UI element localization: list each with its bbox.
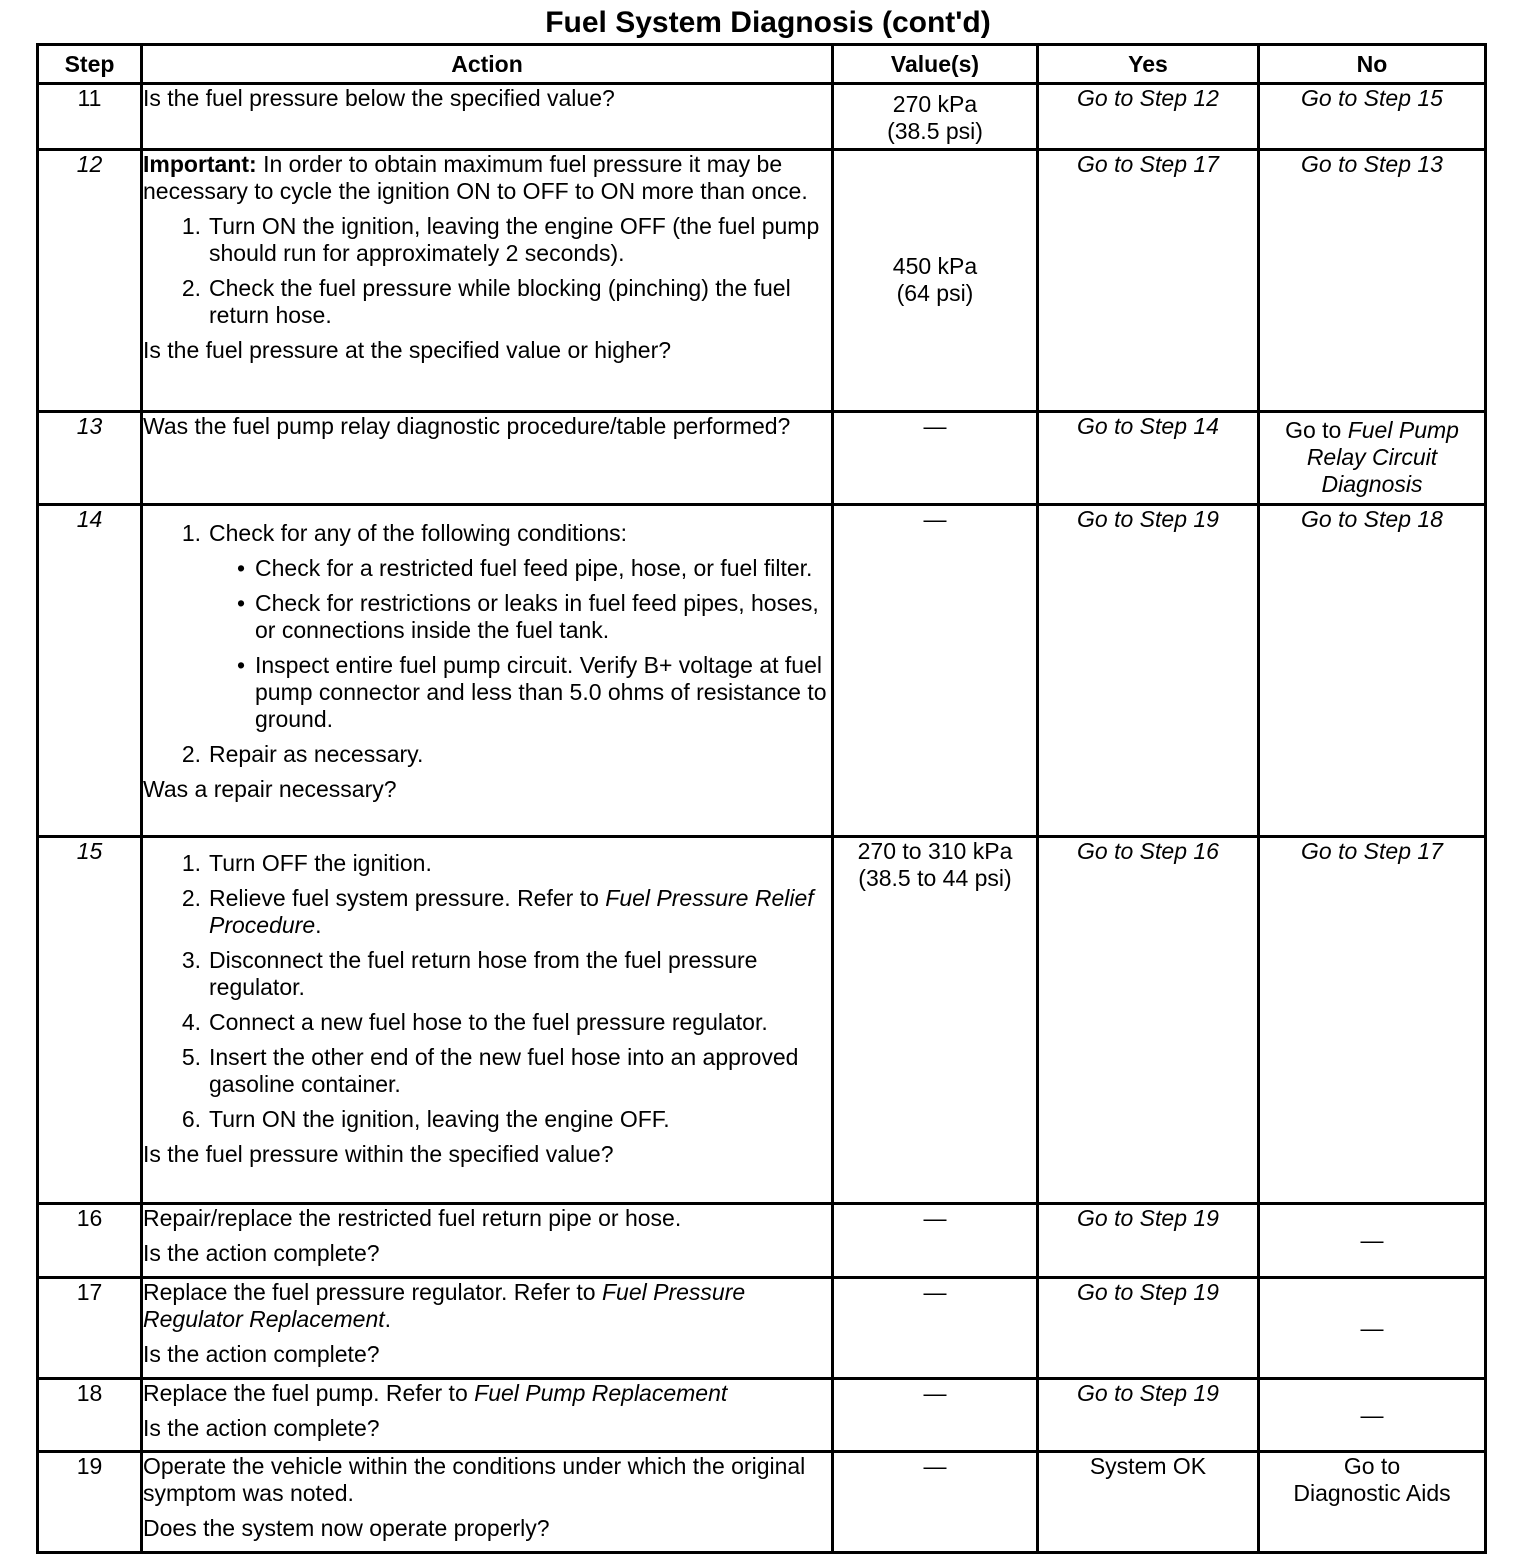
value-cell: —: [833, 412, 1038, 505]
step-list: [143, 520, 831, 768]
list-text: Check the fuel pressure while blocking (pinching) the fuel return hose.: [209, 275, 791, 328]
no-cell: Go to Step 18: [1259, 505, 1486, 837]
list-number: 3.: [181, 947, 201, 973]
table-row: [38, 412, 1486, 505]
step-number: 12: [38, 150, 142, 412]
action-question: Is the action complete?: [143, 1341, 380, 1367]
page-title: Fuel System Diagnosis (cont'd): [545, 6, 991, 39]
procedure-link[interactable]: Fuel Pump Replacement: [474, 1380, 728, 1406]
action-question: Does the system now operate properly?: [143, 1515, 550, 1541]
list-text-main: Relieve fuel system pressure. Refer to: [209, 885, 606, 911]
value-line: (64 psi): [896, 280, 974, 306]
value-cell: —: [833, 1452, 1038, 1553]
no-cell: —: [1259, 1204, 1486, 1278]
no-line: Go to: [1343, 1453, 1401, 1479]
important-note: [143, 151, 831, 205]
bullet-text: Inspect entire fuel pump circuit. Verify B+ voltage at fuel pump connector and less than 5.0 ohms of resistance to ground.: [255, 652, 827, 732]
action-cell: [142, 837, 833, 1204]
procedure-link[interactable]: Fuel Pressure Relief Procedure: [209, 885, 814, 938]
yes-cell: Go to Step 17: [1038, 150, 1259, 412]
table-row: [38, 837, 1486, 1204]
no-prefix: Go to: [1285, 417, 1348, 443]
action-cell: [142, 150, 833, 412]
step-number: 17: [38, 1278, 142, 1379]
list-text: Relieve fuel system pressure. Refer to Fuel Pressure Relief Procedure.: [209, 885, 814, 938]
value-cell: [833, 84, 1038, 150]
no-cell: [1259, 412, 1486, 505]
action-question: Was a repair necessary?: [143, 776, 397, 802]
header-yes: Yes: [1038, 45, 1259, 84]
list-item: [143, 741, 831, 768]
bullet-glyph: •: [236, 652, 245, 678]
list-number: 2.: [181, 741, 201, 767]
bullet-item: [209, 590, 831, 644]
list-text: Insert the other end of the new fuel hose into an approved gasoline container.: [209, 1044, 799, 1097]
header-no: No: [1259, 45, 1486, 84]
value-line: 270 kPa: [892, 91, 978, 117]
step-number: 13: [38, 412, 142, 505]
list-text: Connect a new fuel hose to the fuel pressure regulator.: [209, 1009, 768, 1035]
list-text: Turn OFF the ignition.: [209, 850, 432, 876]
header-step: Step: [38, 45, 142, 84]
list-item: [143, 1009, 831, 1036]
action-question: Was the fuel pump relay diagnostic procedure/table performed?: [143, 413, 791, 439]
step-number: 14: [38, 505, 142, 837]
table-row: [38, 150, 1486, 412]
no-line: Diagnostic Aids: [1293, 1480, 1451, 1506]
list-text: [209, 520, 831, 733]
list-item: [143, 885, 831, 939]
action-question: Is the fuel pressure below the specified value?: [143, 85, 615, 111]
value-cell: —: [833, 1379, 1038, 1452]
yes-cell: Go to Step 19: [1038, 1278, 1259, 1379]
list-number: 6.: [181, 1106, 201, 1132]
step-number: 15: [38, 837, 142, 1204]
list-number: 5.: [181, 1044, 201, 1070]
list-number: 1.: [181, 850, 201, 876]
table-row: [38, 505, 1486, 837]
list-item: [143, 213, 831, 267]
list-text-main: Check for any of the following conditions:: [209, 520, 628, 546]
list-number: 4.: [181, 1009, 201, 1035]
header-values: Value(s): [833, 45, 1038, 84]
instruction-text: Replace the fuel pump. Refer to: [143, 1380, 475, 1406]
list-item: [143, 520, 831, 733]
bullet-item: [209, 555, 831, 582]
value-line: (38.5 psi): [887, 118, 983, 144]
no-cell: Go to Step 15: [1259, 84, 1486, 150]
list-text: Repair as necessary.: [209, 741, 424, 767]
table-row: [38, 1452, 1486, 1553]
table-row: [38, 1278, 1486, 1379]
action-question: Is the fuel pressure within the specified value?: [143, 1141, 614, 1167]
yes-cell: Go to Step 19: [1038, 1379, 1259, 1452]
step-number: 16: [38, 1204, 142, 1278]
value-line: 450 kPa: [892, 253, 978, 279]
step-list: [143, 213, 831, 329]
instruction-text: Replace the fuel pressure regulator. Refer to: [143, 1279, 602, 1305]
action-cell: [142, 1278, 833, 1379]
value-cell: [833, 837, 1038, 1204]
diagnosis-table: [36, 43, 1487, 1554]
action-instruction: Operate the vehicle within the conditions under which the original symptom was noted.: [143, 1453, 806, 1506]
yes-cell: System OK: [1038, 1452, 1259, 1553]
action-cell: [142, 412, 833, 505]
table-row: [38, 1204, 1486, 1278]
value-cell: —: [833, 505, 1038, 837]
action-instruction: [143, 1380, 831, 1407]
step-number: 11: [38, 84, 142, 150]
list-text: Disconnect the fuel return hose from the fuel pressure regulator.: [209, 947, 758, 1000]
list-item: [143, 1044, 831, 1098]
value-cell: —: [833, 1278, 1038, 1379]
no-cell: —: [1259, 1278, 1486, 1379]
list-number: 1.: [181, 520, 201, 546]
bullet-text: Check for a restricted fuel feed pipe, hose, or fuel filter.: [255, 555, 813, 581]
list-item: [143, 850, 831, 877]
list-item: [143, 1106, 831, 1133]
list-item: [143, 275, 831, 329]
important-label: Important:: [143, 151, 257, 177]
step-number: 18: [38, 1379, 142, 1452]
value-cell: —: [833, 1204, 1038, 1278]
action-cell: [142, 1379, 833, 1452]
list-text: Turn ON the ignition, leaving the engine OFF.: [209, 1106, 670, 1132]
bullet-glyph: •: [236, 590, 245, 616]
step-list: [143, 850, 831, 1133]
step-number: 19: [38, 1452, 142, 1553]
important-text: In order to obtain maximum fuel pressure it may be necessary to cycle the ignition ON to OFF to ON more than once.: [143, 151, 808, 204]
value-line: 270 to 310 kPa: [857, 838, 1013, 864]
list-item: [143, 947, 831, 1001]
action-question: Is the action complete?: [143, 1415, 380, 1441]
no-cell: —: [1259, 1379, 1486, 1452]
no-cell: Go to Step 13: [1259, 150, 1486, 412]
no-link[interactable]: Fuel Pump Relay Circuit Diagnosis: [1306, 417, 1459, 497]
list-text: Turn ON the ignition, leaving the engine OFF (the fuel pump should run for approximately 2 seconds).: [209, 213, 820, 266]
table-row: [38, 84, 1486, 150]
yes-cell: Go to Step 19: [1038, 505, 1259, 837]
bullet-glyph: •: [236, 555, 245, 581]
list-number: 2.: [181, 885, 201, 911]
no-cell: Go to Step 17: [1259, 837, 1486, 1204]
bullet-item: [209, 652, 831, 733]
action-instruction: Replace the fuel pressure regulator. Refer to Fuel Pressure Regulator Replacement.: [143, 1279, 746, 1332]
list-number: 2.: [181, 275, 201, 301]
no-cell: [1259, 1452, 1486, 1553]
action-question: Is the action complete?: [143, 1240, 380, 1266]
action-question: Is the fuel pressure at the specified value or higher?: [143, 337, 672, 363]
bullet-text: Check for restrictions or leaks in fuel feed pipes, hoses, or connections inside the fuel tank.: [255, 590, 819, 643]
procedure-link[interactable]: Fuel Pressure Regulator Replacement: [143, 1279, 746, 1332]
header-action: Action: [142, 45, 833, 84]
action-cell: [142, 1452, 833, 1553]
yes-cell: Go to Step 12: [1038, 84, 1259, 150]
yes-cell: Go to Step 16: [1038, 837, 1259, 1204]
yes-cell: Go to Step 19: [1038, 1204, 1259, 1278]
action-cell: [142, 1204, 833, 1278]
action-cell: [142, 84, 833, 150]
value-cell: [833, 150, 1038, 412]
table-row: [38, 1379, 1486, 1452]
list-number: 1.: [181, 213, 201, 239]
action-instruction: Repair/replace the restricted fuel return pipe or hose.: [143, 1205, 682, 1231]
action-cell: [142, 505, 833, 837]
value-line: (38.5 to 44 psi): [858, 865, 1012, 891]
yes-cell: Go to Step 14: [1038, 412, 1259, 505]
table-header-row: [38, 45, 1486, 84]
